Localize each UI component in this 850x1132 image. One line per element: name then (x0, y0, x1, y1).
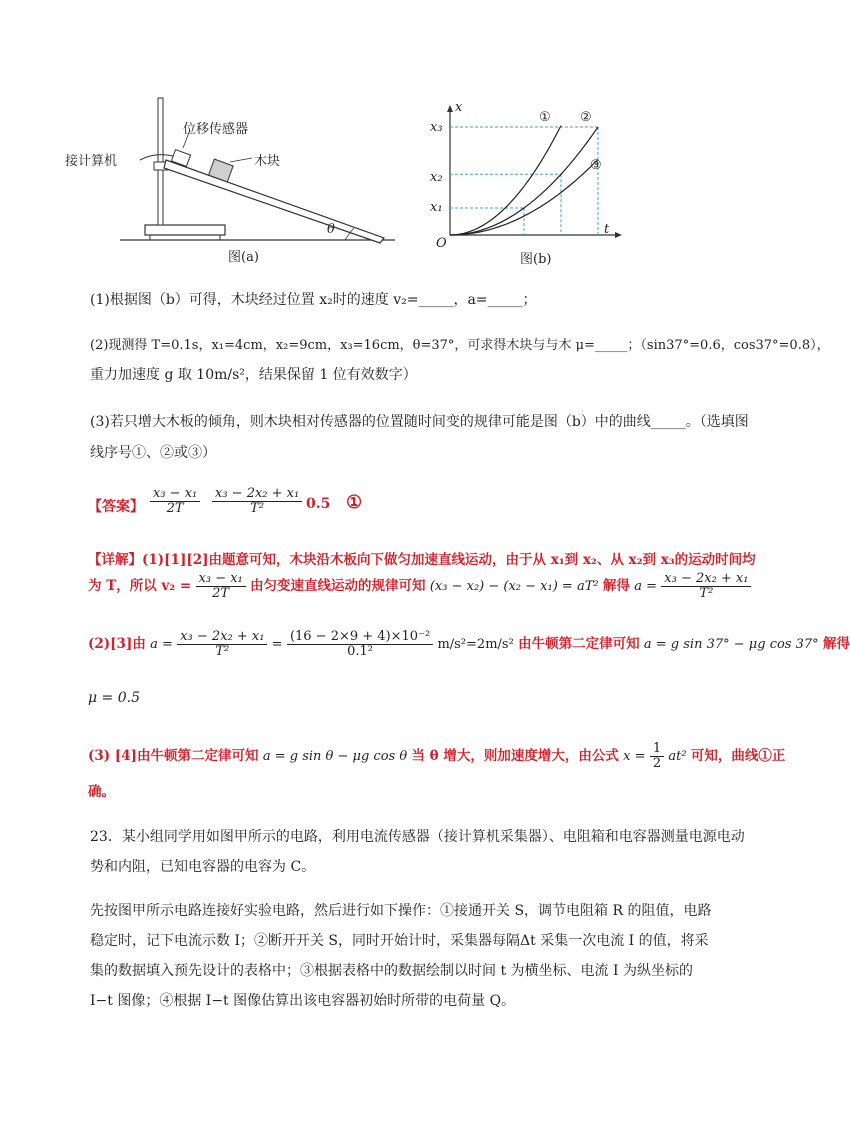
detail-v2-num: x₃ − x₁ (196, 572, 246, 587)
question-3-line1: (3)若只增大木板的倾角，则木块相对传感器的位置随时间变的规律可能是图（b）中的曲线_____。（选填图 (90, 414, 749, 430)
curve2-label: ② (580, 110, 592, 125)
detail-p1-mid: 由匀变速直线运动的规律可知 (250, 578, 426, 594)
incline-board (164, 160, 384, 243)
tick-x3: x₃ (430, 120, 443, 135)
detail-p1-line2 (88, 572, 751, 601)
detail-p2-result: m/s²=2m/s² (437, 637, 514, 652)
question-3-line2: 线序号①、②或③） (90, 445, 216, 461)
detail-p2-num1: x₃ − 2x₂ + x₁ (177, 630, 267, 645)
detail-p2-eq: = (271, 637, 283, 652)
detail-p3-mid: 当 θ 增大，则加速度增大，由公式 (411, 748, 619, 764)
stand-foot (150, 235, 220, 240)
figure-b-chart (420, 100, 630, 250)
detail-p3-prefix: (3) [4]由牛顿第二定律可知 (88, 748, 259, 764)
answer-value-4: ① (346, 492, 363, 513)
tick-x2: x₂ (430, 170, 443, 185)
detail-p1-a: a = (634, 579, 657, 594)
q23-line1: 23．某小组同学用如图甲所示的电路，利用电流传感器（接计算机采集器）、电阻箱和电容器测量电源电动 (90, 829, 745, 845)
tick-x1: x₁ (430, 200, 443, 215)
detail-p1-solve: 解得 (602, 578, 630, 594)
block-leader (230, 158, 252, 162)
detail-p3-at2: at² (668, 749, 687, 764)
figure-b-caption: 图(b) (520, 252, 552, 267)
detail-p2-formula: a = g sin 37° − μg cos 37° (643, 637, 819, 652)
detail-p3-formula: a = g sin θ − μg cos θ (262, 749, 408, 764)
question-2-line1: (2)现测得 T=0.1s，x₁=4cm，x₂=9cm，x₃=16cm，θ=37°，可求得木块与与木 μ=_____；（sin37°=0.6，cos37°=0.8）， (90, 338, 830, 353)
curve-1 (450, 126, 561, 235)
detail-p1-prefix: 为 T，所以 v₂ = (88, 578, 192, 594)
detail-p3-line (88, 742, 785, 771)
theta-label: θ (327, 222, 335, 237)
question-1: (1)根据图（b）可得，木块经过位置 x₂时的速度 v₂=_____，a=_____； (90, 292, 537, 308)
detail-p2-newton: 由牛顿第二定律可知 (518, 636, 640, 652)
detail-p3-x: x = (623, 749, 646, 764)
answer-fraction-1 (150, 487, 200, 516)
detail-p2-solve: 解得 (822, 636, 850, 652)
x-axis-arrow (447, 105, 453, 112)
computer-cable (140, 155, 173, 160)
detail-v2-den: 2T (212, 586, 230, 601)
detail-a-num: x₃ − 2x₂ + x₁ (661, 572, 751, 587)
origin-label: O (436, 236, 447, 251)
detail-p2-den1: T² (215, 644, 230, 659)
detail-a-den: T² (699, 586, 714, 601)
detail-p1-line1: 【详解】(1)[1][2]由题意可知，木块沿木板向下做匀加速直线运动，由于从 x₁到 x₂、从 x₂到 x₃的运动时间均 (88, 552, 756, 568)
detail-p3-half-den: 2 (652, 756, 662, 771)
answer-label: 【答案】 (88, 499, 144, 515)
detail-p3-tail: 确。 (88, 784, 115, 800)
axis-x-label: x (455, 100, 463, 115)
answer-value-3: 0.5 (306, 496, 331, 512)
answer-f2-num: x₃ − 2x₂ + x₁ (212, 487, 302, 502)
curve3-label: ③ (590, 158, 602, 173)
answer-f1-den: 2T (166, 501, 184, 516)
curve1-label: ① (539, 110, 551, 125)
detail-p3-half-num: 1 (650, 742, 664, 757)
answer-f2-den: T² (250, 501, 265, 516)
detail-p2-den2: 0.1² (347, 644, 373, 659)
answer-f1-num: x₃ − x₁ (150, 487, 200, 502)
detail-p3-end: 可知，曲线①正 (690, 748, 786, 764)
q23-line2: 势和内阻，已知电容器的电容为 C。 (90, 859, 316, 875)
answer-fraction-2 (212, 487, 302, 516)
detail-p2-prefix: (2)[3]由 (88, 636, 146, 652)
sensor-label: 位移传感器 (183, 122, 249, 137)
question-2-line2: 重力加速度 g 取 10m/s²，结果保留 1 位有效数字） (90, 367, 417, 383)
figure-a (70, 90, 400, 270)
detail-p2-line (88, 630, 850, 659)
q23-paragraph: 先按图甲所示电路连接好实验电路，然后进行如下操作：①接通开关 S，调节电阻箱 R 的阻值，电路稳定时，记下电流示数 I；②断开开关 S，同时开始计时，采集器每隔Δt 采集一次电流 I 的值，将采集的数据填入预先设计的表格中；③根据表格中的数据绘制以时间 t 为横坐标、电流 I 为纵坐标的 I−t 图像；④根据 I−t 图像估算出该电容器初始时所带的电荷量 Q。 (90, 903, 712, 1009)
detail-p2-a: a = (150, 637, 173, 652)
stand-base (145, 225, 225, 235)
axis-t-label: t (604, 222, 610, 237)
computer-label: 接计算机 (65, 154, 118, 169)
t-axis-arrow (615, 232, 622, 238)
detail-p2-mu: μ = 0.5 (88, 690, 140, 706)
detail-p2-num2: (16 − 2×9 + 4)×10⁻² (287, 630, 433, 645)
detail-p1-eq: (x₃ − x₂) − (x₂ − x₁) = aT² (429, 579, 599, 594)
figure-a-caption: 图(a) (228, 250, 259, 265)
block-label: 木块 (254, 154, 281, 169)
